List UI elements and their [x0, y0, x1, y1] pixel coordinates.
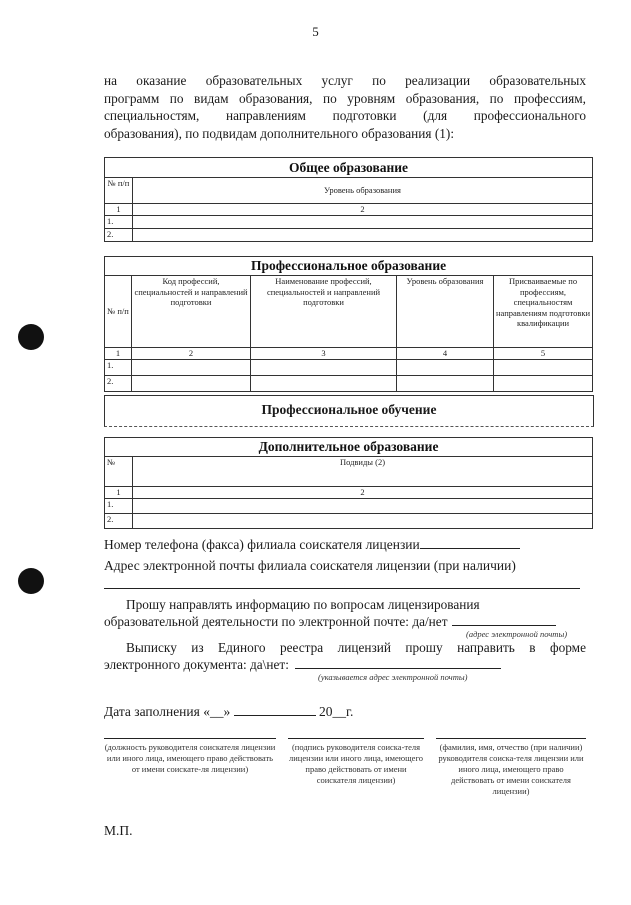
stamp-label: М.П.	[104, 823, 133, 838]
date-label: Дата заполнения «__»	[104, 704, 234, 719]
signature-caption-name: (фамилия, имя, отчество (при наличии) руководителя соиска-теля лицензии или иного лица, имеющего право действовать от имени соискателя лицензии)	[438, 742, 584, 796]
col-number: 1	[105, 348, 132, 360]
table-cell-empty	[251, 360, 397, 376]
intro-line: на оказание образовательных услуг по реализации образовательных	[104, 73, 586, 88]
additional-education-title: Дополнительное образование	[105, 438, 593, 457]
table-cell-empty	[494, 376, 593, 392]
signature-line-name[interactable]	[436, 738, 586, 739]
row-number: 1.	[105, 360, 132, 376]
col-header-code: Код профессий, специальностей и направлений подготовки	[132, 276, 251, 348]
extract-line-2	[104, 656, 586, 673]
date-month-field[interactable]	[234, 703, 316, 716]
branch-phone-line	[104, 536, 520, 553]
col-number: 2	[133, 204, 593, 216]
col-number: 4	[397, 348, 494, 360]
signature-caption-signature: (подпись руководителя соиска-теля лицензии или иного лица, имеющего право действовать от имени соискателя лицензии)	[289, 742, 423, 785]
intro-line: программ по видам образования, по уровням образования, по профессиям,	[104, 90, 586, 106]
col-number: 2	[132, 348, 251, 360]
table-cell-empty	[133, 514, 593, 529]
extract-paragraph	[104, 639, 586, 673]
professional-education-title: Профессиональное образование	[105, 257, 593, 276]
request-info-line-2	[104, 613, 586, 630]
table-cell-empty	[133, 499, 593, 514]
col-header-num: № п/п	[105, 276, 132, 348]
table-cell-empty	[397, 360, 494, 376]
table-cell-empty	[494, 360, 593, 376]
row-number: 2.	[105, 229, 133, 242]
table-cell-empty	[132, 376, 251, 392]
col-number: 3	[251, 348, 397, 360]
extract-email-field[interactable]	[295, 656, 501, 669]
branch-email-field[interactable]	[104, 588, 580, 589]
professional-training-table	[104, 395, 594, 427]
table-cell-empty	[397, 376, 494, 392]
request-info-line: образовательной деятельности по электронной почте: да/нет	[104, 614, 448, 629]
signature-line-signature[interactable]	[288, 738, 424, 739]
branch-phone-label: Номер телефона (факса) филиала соискателя лицензии	[104, 537, 420, 552]
col-header-level: Уровень образования	[133, 178, 593, 204]
table-cell-empty	[133, 229, 593, 242]
punch-hole-top	[18, 324, 44, 350]
professional-education-table	[104, 256, 593, 392]
row-number: 2.	[105, 376, 132, 392]
general-education-table	[104, 157, 593, 242]
page-number: 5	[312, 24, 319, 39]
intro-line: специальностям, направлениям подготовки (для профессионального	[104, 108, 586, 123]
date-year: 20__г.	[315, 704, 354, 719]
row-number: 1.	[105, 216, 133, 229]
col-header-num: №	[105, 457, 133, 487]
date-line	[104, 703, 353, 720]
signature-line-position[interactable]	[104, 738, 276, 739]
branch-email-label: Адрес электронной почты филиала соискателя лицензии (при наличии)	[104, 558, 516, 573]
col-header-qualification: Присваиваемые по профессиям, специальностям направлениям подготовки квалификации	[494, 276, 593, 348]
col-header-level: Уровень образования	[397, 276, 494, 348]
col-number: 5	[494, 348, 593, 360]
col-header-num: № п/п	[105, 178, 133, 204]
branch-phone-field[interactable]	[420, 536, 520, 549]
extract-line: электронного документа: да\нет:	[104, 657, 289, 672]
request-info-paragraph	[104, 596, 586, 630]
table-cell-empty	[251, 376, 397, 392]
info-email-field[interactable]	[452, 613, 556, 626]
extract-note: (указывается адрес электронной почты)	[318, 672, 468, 682]
table-cell-empty	[132, 360, 251, 376]
punch-hole-bottom	[18, 568, 44, 594]
signature-caption-position: (должность руководителя соискателя лицензии или иного лица, имеющего право действовать от имени соискате-ля лицензии)	[104, 742, 276, 774]
col-number: 1	[105, 204, 133, 216]
row-number: 2.	[105, 514, 133, 529]
table-cell-empty	[133, 216, 593, 229]
col-header-subtype: Подвиды (2)	[133, 457, 593, 487]
row-number: 1.	[105, 499, 133, 514]
col-number: 1	[105, 487, 133, 499]
col-header-name: Наименование профессий, специальностей и направлений подготовки	[251, 276, 397, 348]
general-education-title: Общее образование	[105, 158, 593, 178]
intro-paragraph	[104, 72, 586, 142]
request-info-line: Прошу направлять информацию по вопросам лицензирования	[126, 597, 480, 612]
additional-education-table	[104, 437, 593, 529]
extract-line: Выписку из Единого реестра лицензий прошу направить в форме	[126, 640, 586, 655]
intro-line: образования), по подвидам дополнительного образования (1):	[104, 125, 455, 141]
email-note: (адрес электронной почты)	[466, 629, 568, 639]
col-number: 2	[133, 487, 593, 499]
professional-training-title: Профессиональное обучение	[261, 402, 437, 417]
